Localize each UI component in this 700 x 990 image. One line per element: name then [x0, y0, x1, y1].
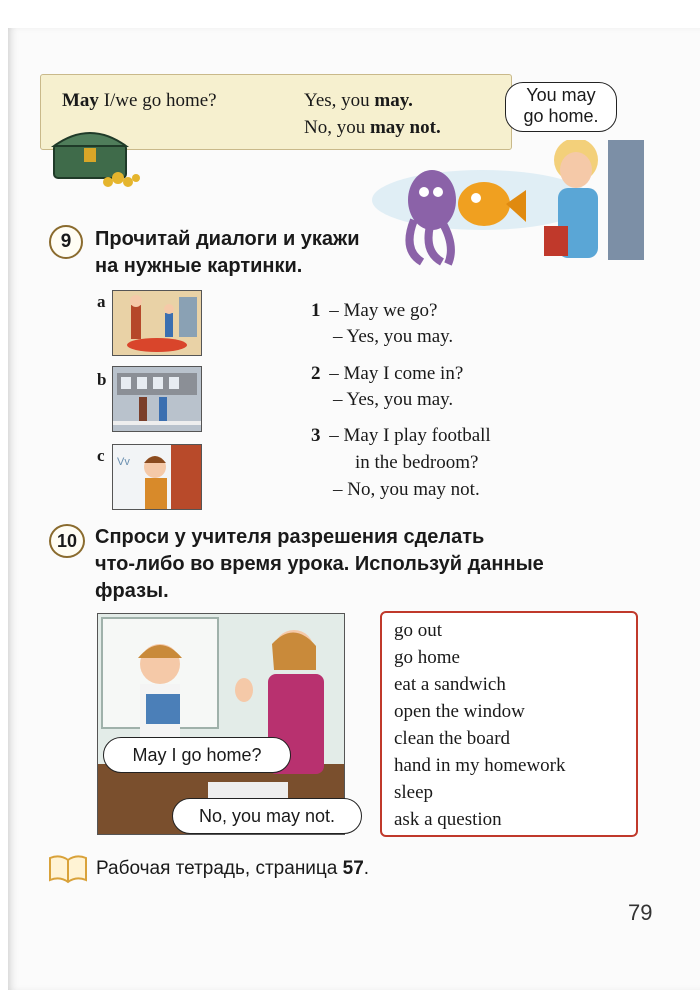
book-icon — [48, 852, 88, 884]
dialogue-2-line-2: – Yes, you may. — [333, 389, 454, 410]
speech-bubble-you-may — [505, 82, 617, 132]
grammar-answer-yes: Yes, you may. — [304, 90, 413, 111]
task-9-number: 9 — [49, 225, 83, 259]
workbook-text: Рабочая тетрадь, страница — [96, 858, 343, 879]
phrase-box — [380, 611, 638, 837]
phrase-item: ask a question — [394, 809, 502, 830]
dialogue-3 — [311, 422, 491, 449]
dialogue-3-line-3: – No, you may not. — [333, 479, 480, 500]
dialogue-2-line-1: – May I come in? — [329, 363, 464, 384]
dialogue-1-line-2: – Yes, you may. — [333, 326, 454, 347]
speech-line-2: go home. — [523, 106, 599, 126]
picture-letter-c: c — [97, 446, 105, 465]
dialogue-2 — [311, 360, 463, 387]
dialogue-3-line-1: – May I play football — [329, 425, 491, 446]
task-10-title-line-2: что-либо во время урока. Используй данные — [95, 553, 544, 575]
workbook-page: 57 — [342, 858, 364, 879]
dialogue-3-line-2: in the bedroom? — [355, 452, 479, 473]
dialogue-3-number: 3 — [311, 425, 321, 446]
speech-line-1: You may — [526, 85, 596, 105]
task-10-title-line-3: фразы. — [95, 580, 169, 602]
picture-letter-b: b — [97, 370, 107, 389]
phrase-item: go out — [394, 620, 443, 641]
picture-a — [112, 290, 202, 356]
speech-bubble-question: May I go home? — [103, 737, 291, 773]
svg-text:Vv: Vv — [117, 456, 130, 468]
phrase-item: clean the board — [394, 728, 511, 749]
treasure-chest-illustration — [48, 118, 148, 192]
speech-bubble-answer: No, you may not. — [172, 798, 362, 834]
task-9-title-line-2: на нужные картинки. — [95, 255, 303, 277]
workbook-reference: Рабочая тетрадь, страница 57. — [96, 858, 370, 879]
phrase-item: eat a sandwich — [394, 674, 506, 695]
picture-b — [112, 366, 202, 432]
grammar-answer-no: No, you may not. — [304, 117, 441, 138]
dialogue-1 — [311, 297, 437, 324]
task-10-title-line-1: Спроси у учителя разрешения сделать — [95, 526, 485, 548]
phrase-item: open the window — [394, 701, 525, 722]
task-9-title-line-1: Прочитай диалоги и укажи — [95, 228, 360, 250]
dialogue-2-number: 2 — [311, 363, 321, 384]
grammar-question: May I/we go home? — [62, 90, 217, 111]
phrase-item: go home — [394, 647, 460, 668]
picture-letter-a: a — [97, 292, 106, 311]
task-10-number: 10 — [49, 524, 85, 558]
task-9-title — [95, 226, 360, 280]
page-number: 79 — [628, 900, 653, 925]
phrase-item: sleep — [394, 782, 434, 803]
dialogue-1-line-1: – May we go? — [329, 300, 438, 321]
characters-illustration — [372, 140, 672, 272]
task-10-title — [95, 524, 544, 605]
phrase-list — [394, 617, 566, 833]
dialogue-1-number: 1 — [311, 300, 321, 321]
phrase-item: hand in my homework — [394, 755, 566, 776]
picture-c — [112, 444, 202, 510]
